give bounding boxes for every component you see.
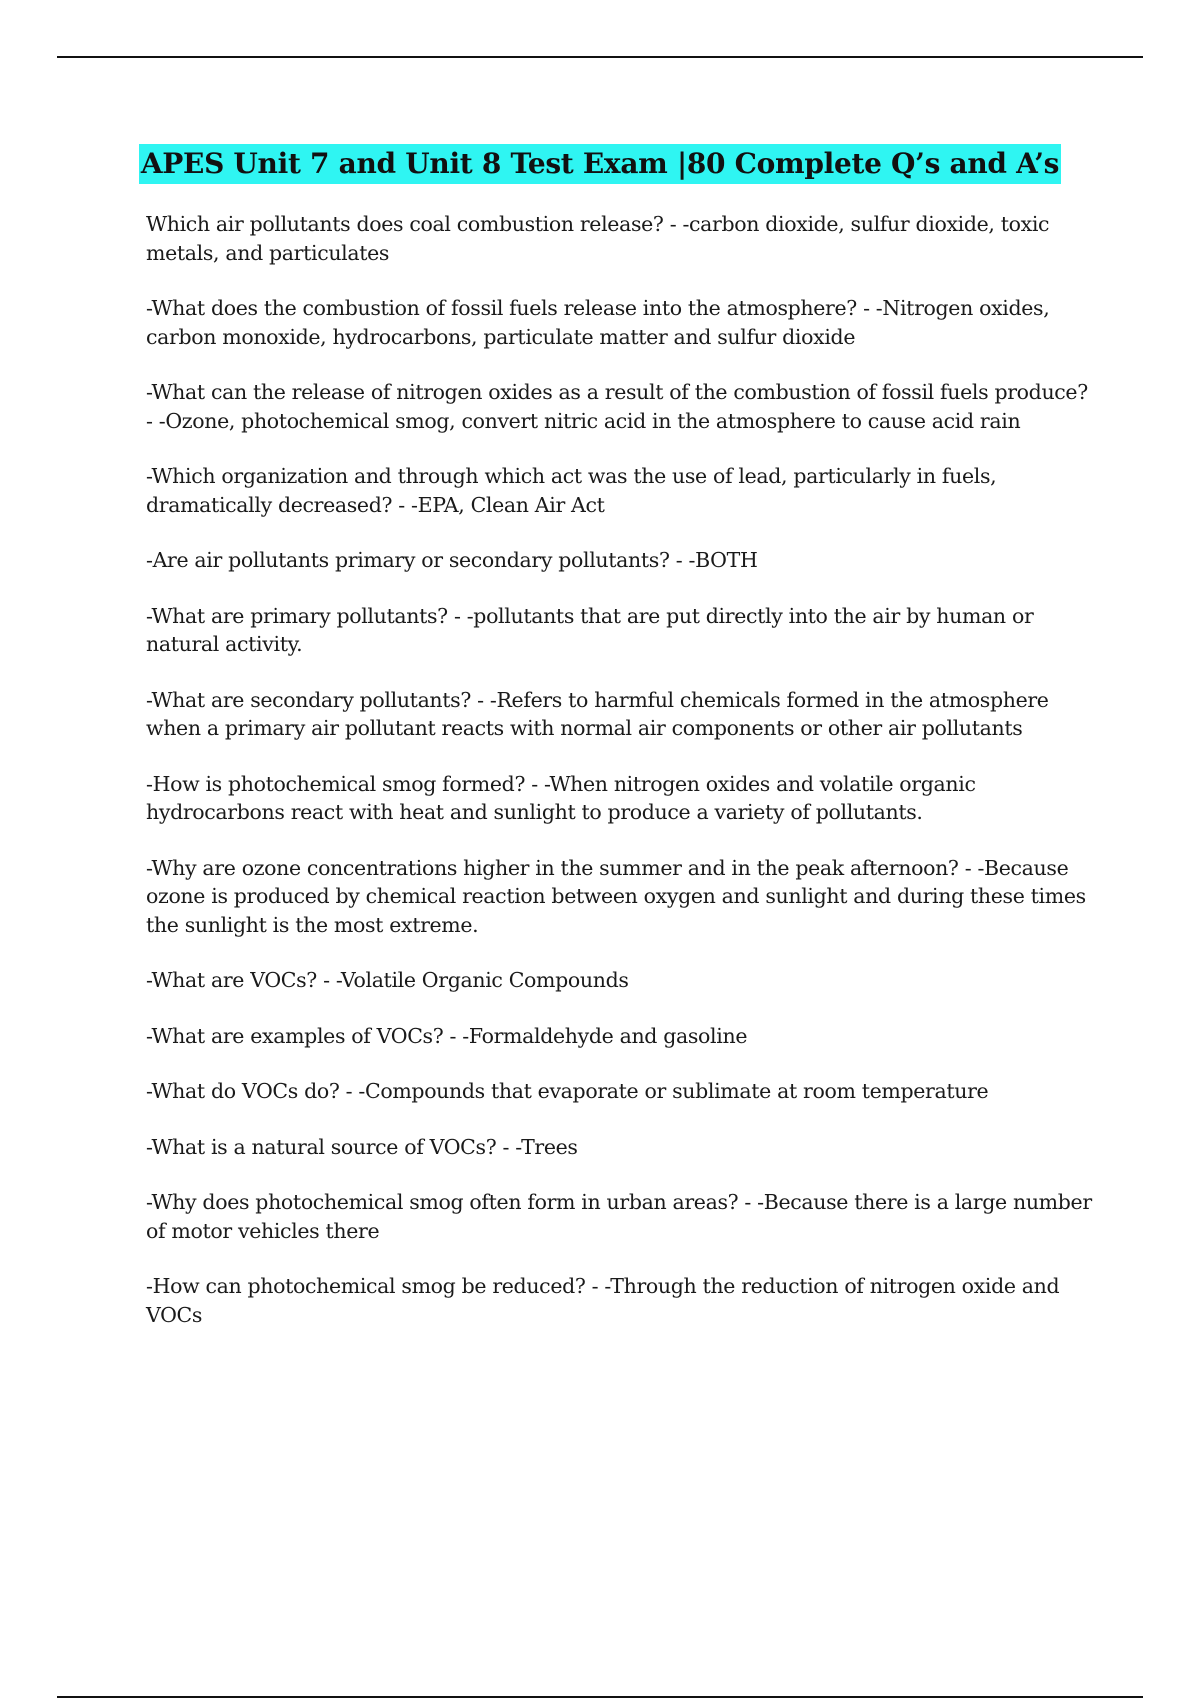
bottom-rule	[57, 1696, 1143, 1698]
qa-item: Which air pollutants does coal combustion release? - -carbon dioxide, sulfur dioxide, toxic metals, and particulates	[146, 212, 1050, 265]
qa-item: -Are air pollutants primary or secondary pollutants? - -BOTH	[146, 548, 758, 572]
document-title: APES Unit 7 and Unit 8 Test Exam |80 Complete Q’s and A’s	[139, 144, 1061, 184]
qa-item: -How is photochemical smog formed? - -When nitrogen oxides and volatile organic hydrocarbons react with heat and sunlight to produce a variety of pollutants.	[146, 771, 976, 824]
qa-list	[146, 210, 1096, 1356]
qa-item: -Which organization and through which act was the use of lead, particularly in fuels, dramatically decreased? - -EPA, Clean Air Act	[146, 464, 997, 517]
qa-item: -Why does photochemical smog often form in urban areas? - -Because there is a large number of motor vehicles there	[146, 1190, 1092, 1243]
title-block	[0, 144, 1200, 184]
qa-item: -What are secondary pollutants? - -Refers to harmful chemicals formed in the atmosphere when a primary air pollutant reacts with normal air components or other air pollutants	[146, 687, 1049, 740]
qa-item: -What can the release of nitrogen oxides as a result of the combustion of fossil fuels produce? - -Ozone, photochemical smog, convert nitric acid in the atmosphere to cause acid rain	[146, 380, 1088, 433]
qa-item: -What are VOCs? - -Volatile Organic Compounds	[146, 968, 629, 992]
qa-item: -What does the combustion of fossil fuels release into the atmosphere? - -Nitrogen oxides, carbon monoxide, hydrocarbons, particulate matter and sulfur dioxide	[146, 296, 1050, 349]
qa-item: -What is a natural source of VOCs? - -Trees	[146, 1134, 578, 1159]
qa-item: -What are primary pollutants? - -pollutants that are put directly into the air by human or natural activity.	[146, 603, 1034, 656]
qa-item: -What are examples of VOCs? - -Formaldehyde and gasoline	[146, 1023, 748, 1048]
qa-item: -What do VOCs do? - -Compounds that evaporate or sublimate at room temperature	[146, 1079, 989, 1103]
qa-item: -How can photochemical smog be reduced? - -Through the reduction of nitrogen oxide and VOCs	[146, 1274, 1060, 1327]
top-rule	[57, 56, 1143, 58]
qa-item: -Why are ozone concentrations higher in the summer and in the peak afternoon? - -Because ozone is produced by chemical reaction between oxygen and sunlight and during these times the sunlight is the most extreme.	[146, 855, 1086, 937]
